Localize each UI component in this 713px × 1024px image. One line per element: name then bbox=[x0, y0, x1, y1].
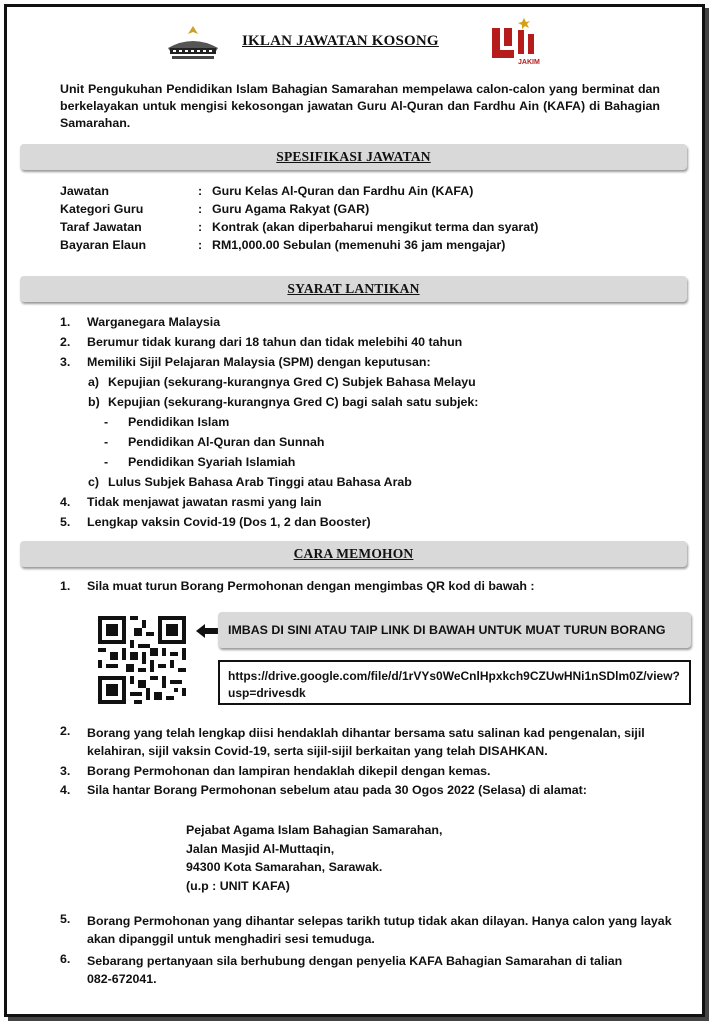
section-title: SPESIFIKASI JAWATAN bbox=[276, 149, 431, 164]
spec-colon: : bbox=[198, 238, 203, 252]
item-number: 2. bbox=[60, 724, 71, 738]
item-number: 6. bbox=[60, 952, 71, 966]
item-text: Berumur tidak kurang dari 18 tahun dan tidak melebihi 40 tahun bbox=[87, 335, 463, 349]
item-number: 5. bbox=[60, 912, 71, 926]
item-letter: b) bbox=[88, 395, 100, 409]
spec-label: Taraf Jawatan bbox=[60, 220, 142, 234]
spec-colon: : bbox=[198, 220, 203, 234]
qr-code-icon[interactable] bbox=[94, 612, 190, 708]
spec-label: Jawatan bbox=[60, 184, 109, 198]
bullet-dash: - bbox=[104, 435, 109, 449]
list-item bbox=[60, 335, 660, 353]
list-bullet bbox=[104, 435, 504, 453]
address-line: Jalan Masjid Al-Muttaqin, bbox=[186, 841, 335, 856]
item-number: 2. bbox=[60, 335, 71, 349]
section-header-syarat bbox=[20, 276, 687, 302]
item-number: 3. bbox=[60, 764, 71, 778]
list-item bbox=[60, 912, 680, 950]
spec-label: Kategori Guru bbox=[60, 202, 144, 216]
item-text: Tidak menjawat jawatan rasmi yang lain bbox=[87, 495, 322, 509]
bullet-dash: - bbox=[104, 415, 109, 429]
jakim-logo-text: JAKIM bbox=[518, 59, 540, 66]
spec-label: Bayaran Elaun bbox=[60, 238, 147, 252]
item-letter: a) bbox=[88, 375, 100, 389]
page-title: IKLAN JAWATAN KOSONG bbox=[242, 33, 439, 49]
section-header-cara bbox=[20, 541, 687, 567]
item-number: 1. bbox=[60, 579, 71, 593]
item-letter: c) bbox=[88, 475, 100, 489]
spec-colon: : bbox=[198, 184, 203, 198]
section-title: CARA MEMOHON bbox=[293, 546, 414, 561]
spec-value: Guru Agama Rakyat (GAR) bbox=[212, 202, 370, 216]
intro-paragraph: Unit Pengukuhan Pendidikan Islam Bahagian Samarahan mempelawa calon-calon yang berminat dan berkelayakan untuk mengisi kekosongan jawatan Guru Al-Quran dan Fardhu Ain (KAFA) di Bahagian Samarahan. bbox=[60, 82, 660, 130]
list-item bbox=[60, 315, 660, 333]
spec-colon: : bbox=[198, 202, 203, 216]
item-text: Sila hantar Borang Permohonan sebelum atau pada 30 Ogos 2022 (Selasa) di alamat: bbox=[87, 783, 587, 797]
item-number: 3. bbox=[60, 355, 71, 369]
spec-value: Guru Kelas Al-Quran dan Fardhu Ain (KAFA) bbox=[212, 184, 474, 198]
list-bullet bbox=[104, 415, 504, 433]
jakim-logo bbox=[490, 14, 546, 66]
address-line: 94300 Kota Samarahan, Sarawak. bbox=[186, 860, 383, 874]
list-subitem bbox=[88, 395, 648, 413]
item-text-line: Borang Permohonan yang dihantar selepas tarikh tutup tidak akan dilayan. Hanya calon yang layak bbox=[87, 914, 672, 928]
list-item bbox=[60, 355, 660, 373]
bullet-dash: - bbox=[104, 455, 109, 469]
list-item bbox=[60, 724, 660, 762]
item-text-line: Sebarang pertanyaan sila berhubung dengan penyelia KAFA Bahagian Samarahan di talian bbox=[87, 954, 623, 968]
item-text-line: akan dipanggil untuk menghadiri sesi temuduga. bbox=[87, 932, 375, 946]
mailing-address bbox=[186, 821, 442, 895]
list-item bbox=[60, 783, 660, 801]
download-link-box[interactable] bbox=[218, 660, 691, 705]
scan-instruction-text: IMBAS DI SINI ATAU TAIP LINK DI BAWAH UNTUK MUAT TURUN BORANG bbox=[228, 623, 666, 637]
sarawak-crest-logo bbox=[162, 24, 224, 62]
item-text: Warganegara Malaysia bbox=[87, 315, 221, 329]
download-link[interactable]: https://drive.google.com/file/d/1rVYs0WeCnlHpxkch9CZUwHNi1nSDlm0Z/view?usp=drivesdk bbox=[228, 669, 680, 700]
item-text: Kepujian (sekurang-kurangnya Gred C) Subjek Bahasa Melayu bbox=[108, 375, 476, 389]
item-text: Lengkap vaksin Covid-19 (Dos 1, 2 dan Booster) bbox=[87, 515, 371, 529]
section-header-spesifikasi bbox=[20, 144, 687, 170]
list-subitem bbox=[88, 475, 648, 493]
item-text: Pendidikan Al-Quran dan Sunnah bbox=[128, 435, 325, 449]
scan-instruction-banner bbox=[218, 612, 691, 648]
list-item bbox=[60, 579, 660, 597]
list-item bbox=[60, 515, 660, 533]
item-text: Pendidikan Syariah Islamiah bbox=[128, 455, 296, 469]
item-text: Borang Permohonan dan lampiran hendaklah dikepil dengan kemas. bbox=[87, 764, 491, 778]
address-line: (u.p : UNIT KAFA) bbox=[186, 878, 290, 893]
item-text-line: kelahiran, sijil vaksin Covid-19, serta sijil-sijil berkaitan yang telah DISAHKAN. bbox=[87, 744, 548, 758]
item-text-line: 082-672041. bbox=[87, 972, 157, 986]
list-subitem bbox=[88, 375, 648, 393]
item-number: 4. bbox=[60, 783, 71, 797]
item-text: Kepujian (sekurang-kurangnya Gred C) bagi salah satu subjek: bbox=[108, 395, 479, 409]
list-item bbox=[60, 952, 680, 990]
list-item bbox=[60, 495, 660, 513]
item-text: Lulus Subjek Bahasa Arab Tinggi atau Bahasa Arab bbox=[108, 475, 412, 489]
list-bullet bbox=[104, 455, 504, 473]
item-number: 1. bbox=[60, 315, 71, 329]
item-text-line: Borang yang telah lengkap diisi hendaklah dihantar bersama satu salinan kad pengenalan, sijil bbox=[87, 726, 645, 740]
address-line: Pejabat Agama Islam Bahagian Samarahan, bbox=[186, 823, 443, 837]
spec-value: RM1,000.00 Sebulan (memenuhi 36 jam mengajar) bbox=[212, 238, 506, 252]
list-item bbox=[60, 764, 660, 782]
item-number: 4. bbox=[60, 495, 71, 509]
item-text: Pendidikan Islam bbox=[128, 415, 230, 429]
item-number: 5. bbox=[60, 515, 71, 529]
item-text: Memiliki Sijil Pelajaran Malaysia (SPM) dengan keputusan: bbox=[87, 355, 431, 369]
section-title: SYARAT LANTIKAN bbox=[287, 281, 420, 296]
spec-value: Kontrak (akan diperbaharui mengikut terma dan syarat) bbox=[212, 220, 539, 234]
item-text: Sila muat turun Borang Permohonan dengan mengimbas QR kod di bawah : bbox=[87, 579, 535, 593]
